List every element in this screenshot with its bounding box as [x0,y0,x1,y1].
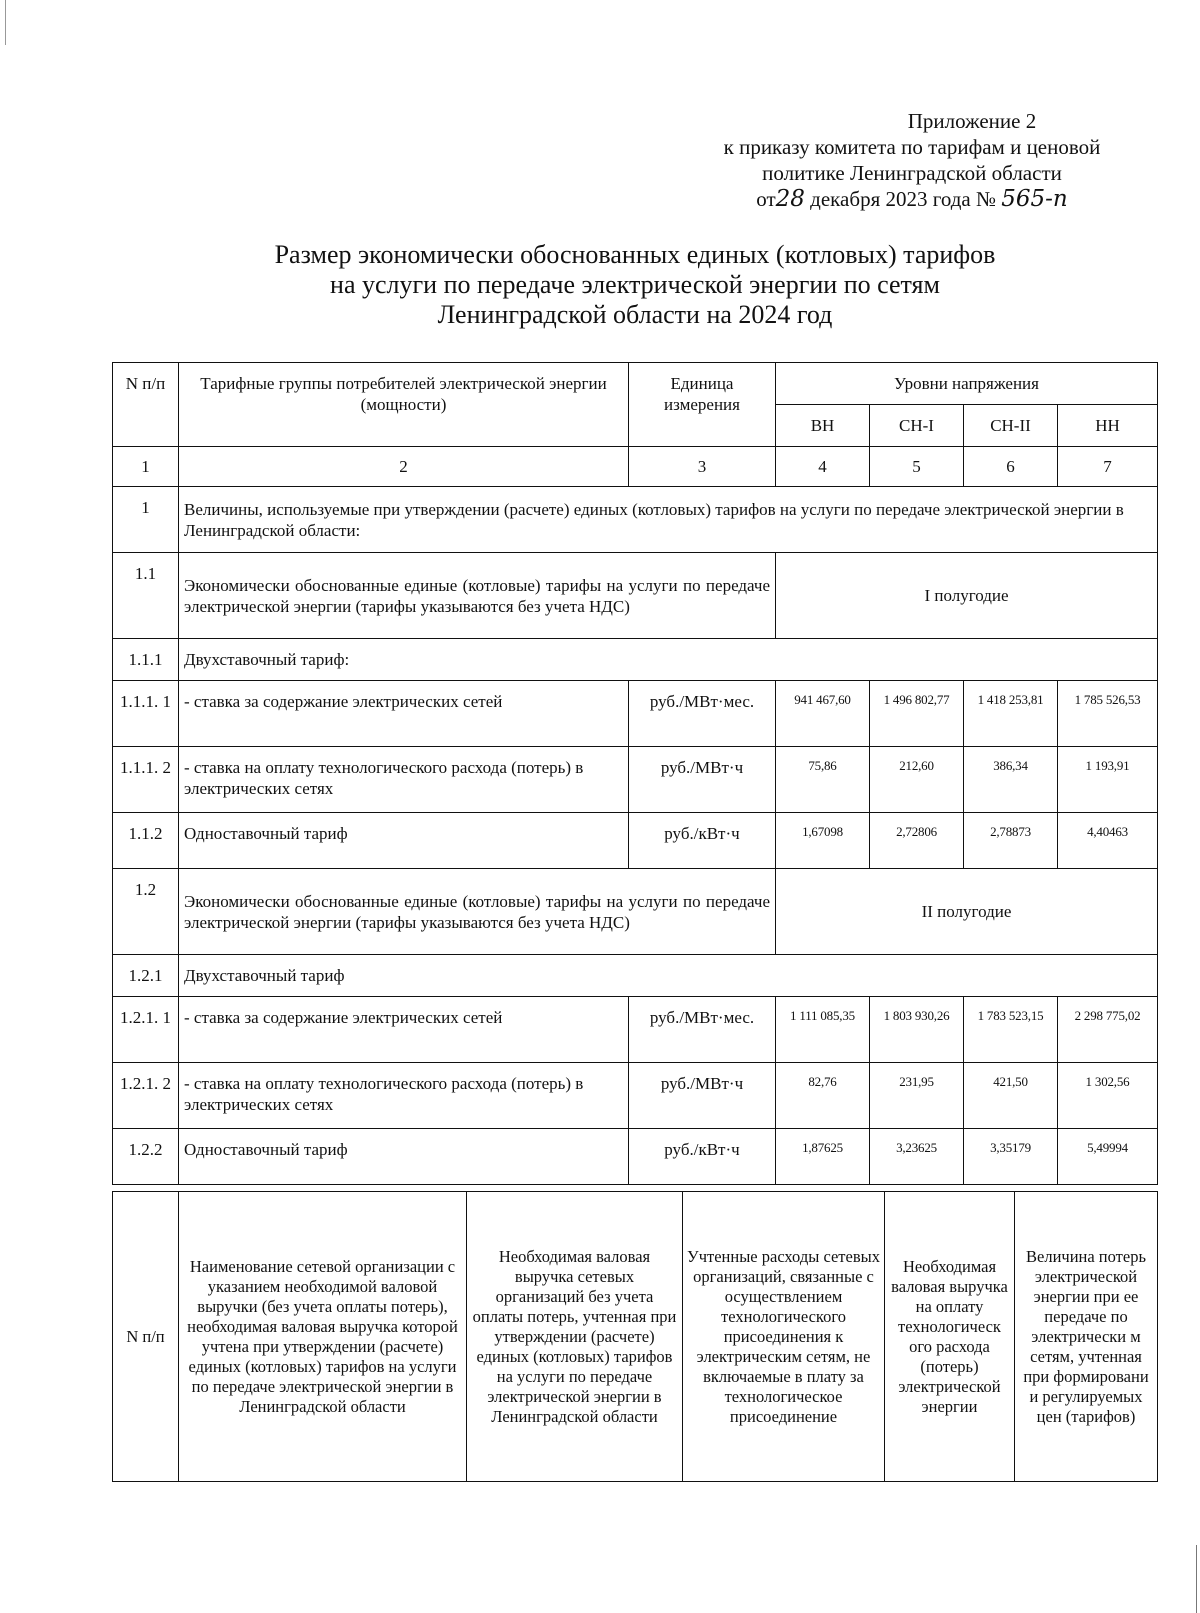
row-text: - ставка за содержание электрических сетей [179,681,629,747]
section-1-1-1-num: 1.1.1 [113,639,179,681]
section-1-2-text: Экономически обоснованные единые (котловые) тарифы на услуги по передаче электрической энергии (тарифы указываются без учета НДС) [179,869,776,955]
section-1-1-text: Экономически обоснованные единые (котловые) тарифы на услуги по передаче электрической энергии (тарифы указываются без учета НДС) [179,553,776,639]
value-nn: 4,40463 [1058,813,1158,869]
value-vn: 941 467,60 [776,681,870,747]
value-vn: 75,86 [776,747,870,813]
value-sn2: 1 418 253,81 [964,681,1058,747]
title-line-2: на услуги по передаче электрической энергии по сетям [330,270,940,299]
row-num: 1.2.1. 2 [113,1063,179,1129]
row-text: Одноставочный тариф [179,1129,629,1185]
header2-num: N п/п [113,1192,179,1482]
value-sn1: 3,23625 [870,1129,964,1185]
value-nn: 1 785 526,53 [1058,681,1158,747]
value-sn1: 1 803 930,26 [870,997,964,1063]
header-vn: ВН [776,405,870,447]
period-second-half: II полугодие [776,869,1158,955]
annex-line-4 [682,186,1142,212]
value-sn1: 1 496 802,77 [870,681,964,747]
section-1-2-1-num: 1.2.1 [113,955,179,997]
scan-edge-mark [5,0,6,45]
section-1-text: Величины, используемые при утверждении (расчете) единых (котловых) тарифов на услуги по передаче электрической энергии в Ленинградской области: [179,487,1158,553]
header2-nvv-losses: Необходимая валовая выручка на оплату технологическ ого расхода (потерь) электрической энергии [885,1192,1015,1482]
row-num: 1.2.2 [113,1129,179,1185]
header2-expenses: Учтенные расходы сетевых организаций, связанные с осуществлением технологического присоединения к электрическим сетям, не включаемые в плату за технологическое присоединение [683,1192,885,1482]
value-sn2: 2,78873 [964,813,1058,869]
value-vn: 1,67098 [776,813,870,869]
table-row [113,681,1158,747]
header2-org: Наименование сетевой организации с указанием необходимой валовой выручки (без учета оплаты потерь), необходимая валовая выручка которой учтена при утверждении (расчете) единых (котловых) тарифов на услуги по передаче электрической энергии в Ленинградской области [179,1192,467,1482]
row-unit: руб./МВт·мес. [629,997,776,1063]
value-sn1: 231,95 [870,1063,964,1129]
colnum-7: 7 [1058,447,1158,487]
handwritten-order-number: 565-п [1001,186,1068,212]
section-1-1-num: 1.1 [113,553,179,639]
section-1-2-num: 1.2 [113,869,179,955]
period-first-half: I полугодие [776,553,1158,639]
value-nn: 2 298 775,02 [1058,997,1158,1063]
value-nn: 5,49994 [1058,1129,1158,1185]
section-1-1-1-text: Двухставочный тариф: [179,639,1158,681]
row-text: - ставка на оплату технологического расхода (потерь) в электрических сетях [179,747,629,813]
header-sn1: СН-I [870,405,964,447]
row-text: - ставка за содержание электрических сетей [179,997,629,1063]
value-sn2: 386,34 [964,747,1058,813]
value-vn: 82,76 [776,1063,870,1129]
table-row [113,1129,1158,1185]
colnum-3: 3 [629,447,776,487]
header-levels: Уровни напряжения [776,363,1158,405]
value-sn1: 2,72806 [870,813,964,869]
tariff-table [112,362,1158,1185]
annex-line-3: политике Ленинградской области [762,161,1062,185]
handwritten-day: 28 [775,186,805,212]
annex-line-2: к приказу комитета по тарифам и ценовой [723,135,1101,159]
colnum-2: 2 [179,447,629,487]
annex-date-middle: декабря 2023 года № [810,187,997,211]
annex-date-prefix: от [756,187,776,211]
value-sn1: 212,60 [870,747,964,813]
row-unit: руб./МВт·мес. [629,681,776,747]
document-title [150,240,1120,330]
header-unit: Единица измерения [629,363,776,447]
value-sn2: 3,35179 [964,1129,1058,1185]
row-unit: руб./МВт·ч [629,747,776,813]
row-unit: руб./кВт·ч [629,1129,776,1185]
value-sn2: 1 783 523,15 [964,997,1058,1063]
header2-losses: Величина потерь электрической энергии при ее передаче по электрически м сетям, учтенная при формировани и регулируемых цен (тарифов) [1015,1192,1158,1482]
colnum-6: 6 [964,447,1058,487]
title-line-3: Ленинградской области на 2024 год [437,300,833,329]
table-row [113,1063,1158,1129]
section-1-num: 1 [113,487,179,553]
value-vn: 1,87625 [776,1129,870,1185]
header-nn: НН [1058,405,1158,447]
value-nn: 1 302,56 [1058,1063,1158,1129]
annex-header [682,108,1142,212]
row-num: 1.1.2 [113,813,179,869]
row-unit: руб./МВт·ч [629,1063,776,1129]
value-nn: 1 193,91 [1058,747,1158,813]
header-groups: Тарифные группы потребителей электрической энергии (мощности) [179,363,629,447]
title-line-1: Размер экономически обоснованных единых (котловых) тарифов [274,240,996,269]
header-sn2: СН-II [964,405,1058,447]
table-row [113,997,1158,1063]
table-row [113,813,1158,869]
row-num: 1.1.1. 2 [113,747,179,813]
colnum-1: 1 [113,447,179,487]
header2-nvv: Необходимая валовая выручка сетевых организаций без учета оплаты потерь, учтенная при утверждении (расчете) единых (котловых) тарифов на услуги по передаче электрической энергии в Ленинградской области [467,1192,683,1482]
colnum-4: 4 [776,447,870,487]
row-text: - ставка на оплату технологического расхода (потерь) в электрических сетях [179,1063,629,1129]
header-num: N п/п [113,363,179,447]
colnum-5: 5 [870,447,964,487]
value-sn2: 421,50 [964,1063,1058,1129]
scan-edge-mark [1196,1545,1197,1613]
section-1-2-1-text: Двухставочный тариф [179,955,1158,997]
row-num: 1.1.1. 1 [113,681,179,747]
row-num: 1.2.1. 1 [113,997,179,1063]
table-row [113,747,1158,813]
annex-line-1: Приложение 2 [907,109,1037,133]
network-organizations-table [112,1191,1158,1482]
row-unit: руб./кВт·ч [629,813,776,869]
value-vn: 1 111 085,35 [776,997,870,1063]
row-text: Одноставочный тариф [179,813,629,869]
